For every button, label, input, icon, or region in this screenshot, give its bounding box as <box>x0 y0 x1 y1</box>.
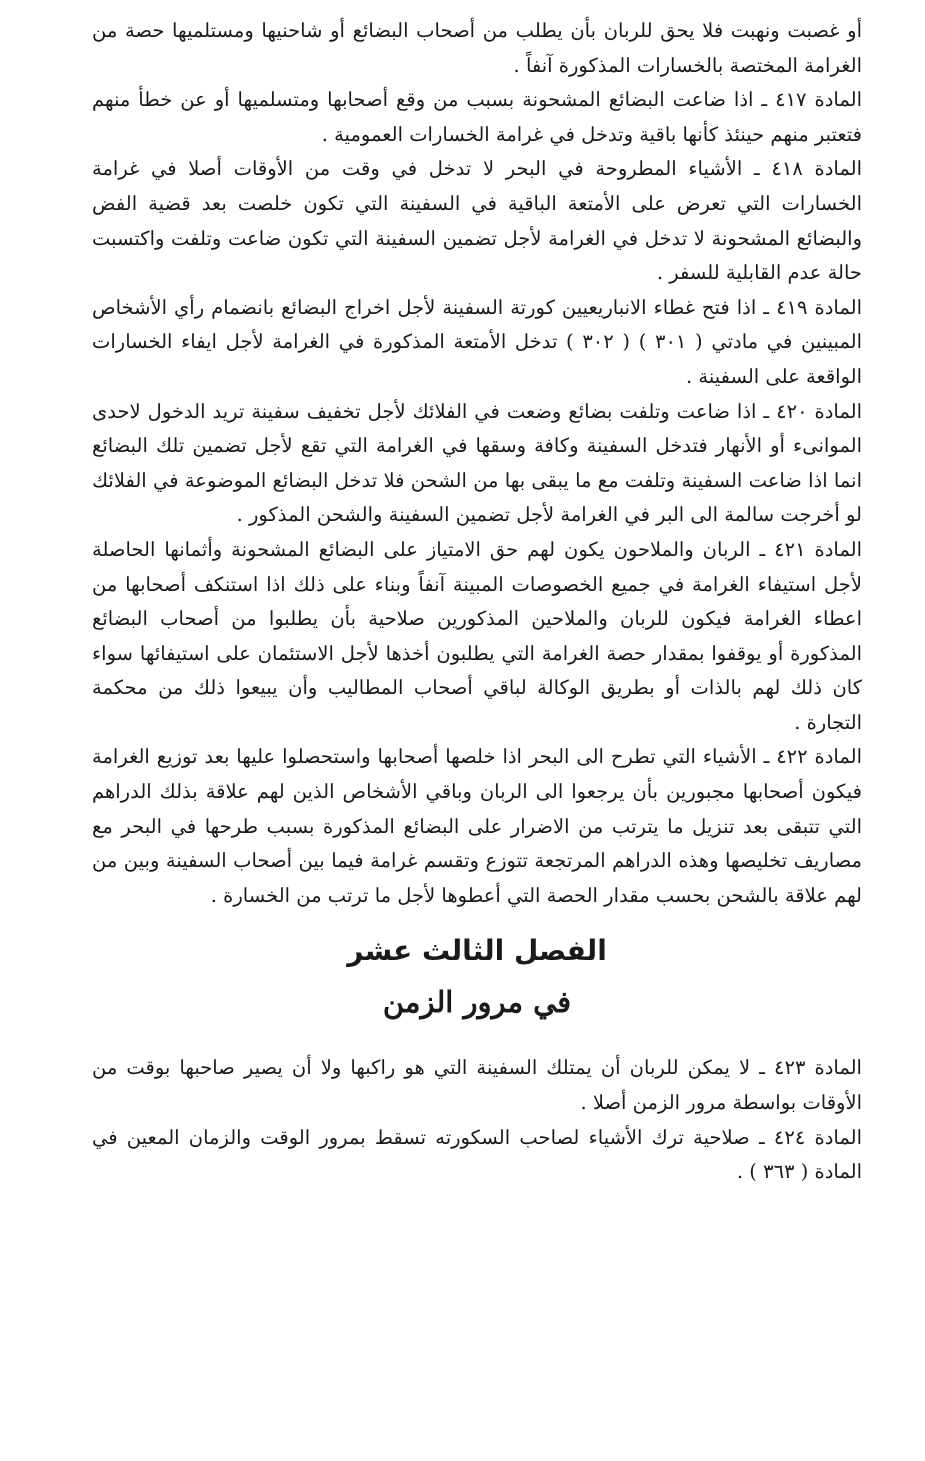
article-422: المادة ٤٢٢ ـ الأشياء التي تطرح الى البحر اذا خلصها أصحابها واستحصلوا عليها بعد توزيع الغرامة فيكون أصحابها مجبورين بأن يرجعوا الى الربان وباقي الأشخاص الذين لهم علاقة بذلك الدراهم التي تتبقى بعد تنزيل ما يترتب من الاضرار على البضائع المذكورة بسبب طرحها في البحر مع مصاريف تخليصها وهذه الدراهم المرتجعة تتوزع وتقسم غرامة فيما بين أصحاب السفينة وبين من لهم علاقة بالشحن بحسب مقدار الحصة التي أعطوها لأجل ما ترتب من الخسارة . <box>92 745 862 907</box>
chapter-title: الفصل الثالث عشر <box>347 934 607 968</box>
article-421: المادة ٤٢١ ـ الربان والملاحون يكون لهم حق الامتياز على البضائع المشحونة وأثمانها الحاصلة لأجل استيفاء الغرامة في جميع الخصوصات المبينة آنفاً وبناء على ذلك اذا استنكف أصحابها من اعطاء الغرامة فيكون للربان والملاحين المذكورين صلاحية بأن يطلبوا من أصحاب البضائع المذكورة أو يوقفوا بمقدار حصة الغرامة التي يطلبون أخذها لأجل الاستئمان على استيفائها سواء كان ذلك لهم بالذات أو بطريق الوكالة لباقي أصحاب المطاليب وأن يبيعوا ذلك من محكمة التجارة . <box>92 537 862 734</box>
article-424: المادة ٤٢٤ ـ صلاحية ترك الأشياء لصاحب السكورته تسقط بمرور الوقت والزمان المعين في المادة ( ٣٦٣ ) . <box>92 1125 862 1184</box>
article-417: المادة ٤١٧ ـ اذا ضاعت البضائع المشحونة بسبب من وقع أصحابها ومتسلميها أو عن خطأ منهم فتعتبر منهم حينئذ كأنها باقية وتدخل في غرامة الخسارات العمومية . <box>92 88 862 146</box>
paragraph-continuation: أو غصبت ونهبت فلا يحق للربان بأن يطلب من أصحاب البضائع أو شاحنيها ومستلميها حصة من الغرامة المختصة بالخسارات المذكورة آنفاً . <box>92 19 862 77</box>
article-423: المادة ٤٢٣ ـ لا يمكن للربان أن يمتلك السفينة التي هو راكبها ولا أن يصير صاحبها بوقت من الأوقات بواسطة مرور الزمن أصلا . <box>92 1056 862 1115</box>
article-418: المادة ٤١٨ ـ الأشياء المطروحة في البحر لا تدخل في وقت من الأوقات أصلا في غرامة الخسارات التي تعرض على الأمتعة الباقية في السفينة التي تكون خلصت بعد قضية الفض والبضائع المشحونة لا تدخل في الغرامة لأجل تضمين السفينة التي تكون ضاعت وتلفت واكتسبت حالة عدم القابلية للسفر . <box>92 157 862 285</box>
article-420: المادة ٤٢٠ ـ اذا ضاعت وتلفت بضائع وضعت في الفلائك لأجل تخفيف سفينة تريد الدخول لاحدى الموانىء أو الأنهار فتدخل السفينة وكافة وسقها في الغرامة التي تقع لأجل تضمين تلك البضائع انما اذا ضاعت السفينة وتلفت مع ما يبقى بها من الشحن فلا تدخل البضائع الموضوعة في الفلائك لو أخرجت سالمة الى البر في الغرامة لأجل تضمين السفينة والشحن المذكور . <box>92 399 862 527</box>
article-419: المادة ٤١٩ ـ اذا فتح غطاء الانباريعيين كورتة السفينة لأجل اخراج البضائع بانضمام رأي الأشخاص المبينين في مادتي ( ٣٠١ ) ( ٣٠٢ ) تدخل الأمتعة المذكورة في الغرامة لأجل ايفاء الخسارات الواقعة على السفينة . <box>92 295 862 388</box>
chapter-subtitle: في مرور الزمن <box>382 985 572 1020</box>
document-page <box>92 14 862 1190</box>
